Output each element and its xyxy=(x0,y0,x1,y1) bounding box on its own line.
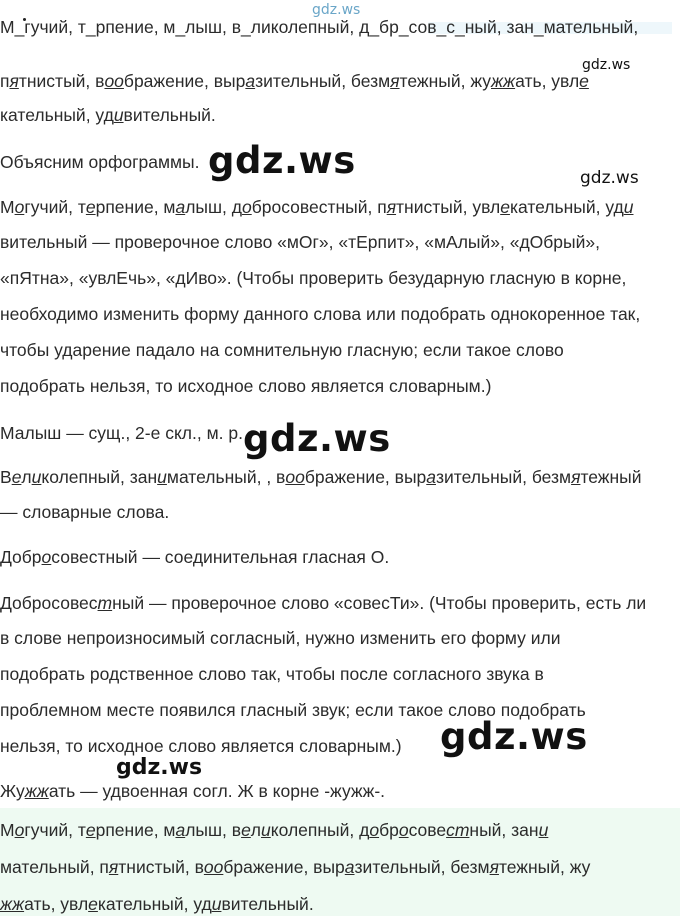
text-line xyxy=(0,780,385,802)
text-line xyxy=(0,546,389,568)
orthogram: а xyxy=(344,857,355,877)
orthogram: я xyxy=(386,197,397,217)
text-span: Жу xyxy=(0,781,25,801)
answer-line xyxy=(0,856,590,878)
text-line: в слове непроизносимый согласный, нужно изменить его форму или xyxy=(0,628,561,648)
text-line: подобрать нельзя, то исходное слово является словарным.) xyxy=(0,376,492,396)
text-span: лыш, в xyxy=(185,820,242,840)
text-span: рпение, м xyxy=(95,197,176,217)
text-span: бросовестный, п xyxy=(251,197,387,217)
orthogram: е xyxy=(85,197,96,217)
orthogram: и xyxy=(538,820,549,840)
orthogram: жж xyxy=(24,781,49,801)
text-span: сове xyxy=(408,820,447,840)
text-line: — словарные слова. xyxy=(0,502,170,522)
orthogram: е xyxy=(11,467,22,487)
text-span: п xyxy=(0,71,10,91)
text-span: мательный, п xyxy=(0,857,109,877)
text-line: Малыш — сущ., 2-е скл., м. р. xyxy=(0,423,243,443)
text-span: бражение, выр xyxy=(123,71,246,91)
orthogram: ст xyxy=(446,820,470,840)
text-line: нельзя, то исходное слово является словарным.) xyxy=(0,736,402,756)
orthogram: и xyxy=(623,197,634,217)
text-span: кательный, уд xyxy=(97,894,212,914)
text-span: зительный, безм xyxy=(354,857,490,877)
partial-top-line xyxy=(0,17,680,48)
orthogram: оо xyxy=(285,467,305,487)
orthogram: и xyxy=(211,894,222,914)
orthogram: и xyxy=(261,820,271,840)
orthogram: о xyxy=(14,820,25,840)
watermark-big: gdz.ws xyxy=(208,139,356,182)
text-span: мательный, , в xyxy=(166,467,286,487)
text-line: необходимо изменить форму данного слова или подобрать однокоренное так, xyxy=(0,304,641,324)
text-line xyxy=(0,466,642,488)
text-span: тнистый, увл xyxy=(396,197,501,217)
orthogram: т xyxy=(97,593,113,613)
text-line: «пЯтна», «увлЕчь», «дИво». (Чтобы проверить безударную гласную в корне, xyxy=(0,268,627,288)
text-span: Добр xyxy=(0,547,42,567)
text-span: тнистый, в xyxy=(18,71,105,91)
text-span: вительный. xyxy=(123,105,216,125)
text-span: ать, увл xyxy=(24,894,89,914)
text-span: кательный, уд xyxy=(509,197,624,217)
text-span: М xyxy=(0,197,15,217)
text-span: бр xyxy=(379,820,399,840)
orthogram: о xyxy=(398,820,409,840)
text-line xyxy=(0,196,633,218)
orthogram: е xyxy=(88,894,98,914)
text-line: подобрать родственное слово так, чтобы после согласного звука в xyxy=(0,664,544,684)
answer-line xyxy=(0,893,314,915)
text-line: проблемном месте появился гласный звук; если такое слово подобрать xyxy=(0,700,586,720)
text-line: чтобы ударение падало на сомнительную гласную; если такое слово xyxy=(0,340,564,360)
orthogram: е xyxy=(85,820,96,840)
orthogram: я xyxy=(489,857,499,877)
text-line xyxy=(0,104,216,126)
orthogram: я xyxy=(108,857,119,877)
text-span: зительный, безм xyxy=(436,467,572,487)
orthogram: я xyxy=(9,71,19,91)
watermark-mid: gdz.ws xyxy=(116,755,203,780)
text-span: рпение, м xyxy=(95,820,176,840)
text-span: вительный. xyxy=(221,894,314,914)
watermark-top: gdz.ws xyxy=(312,2,361,18)
text-span: совестный — соединительная гласная О. xyxy=(51,547,390,567)
orthogram: о xyxy=(41,547,52,567)
orthogram: оо xyxy=(104,71,124,91)
text-span: бражение, выр xyxy=(304,467,427,487)
text-span: л xyxy=(250,820,262,840)
orthogram: о xyxy=(369,820,380,840)
text-span: бражение, выр xyxy=(223,857,345,877)
watermark-small: gdz.ws xyxy=(582,57,631,73)
text-span: л xyxy=(21,467,32,487)
orthogram: а xyxy=(245,71,256,91)
text-span: тнистый, в xyxy=(118,857,204,877)
text-span: ать — удвоенная согл. Ж в корне -жужж-. xyxy=(48,781,386,801)
text-line xyxy=(0,592,646,614)
text-span: тежный, жу xyxy=(498,857,591,877)
text-span: колепный, д xyxy=(270,820,370,840)
answer-line xyxy=(0,819,548,841)
orthogram: о xyxy=(14,197,25,217)
text-span: М xyxy=(0,820,15,840)
text-span: гучий, т xyxy=(24,820,86,840)
orthogram: оо xyxy=(203,857,224,877)
orthogram: и xyxy=(157,467,167,487)
orthogram: и xyxy=(113,105,124,125)
text-line xyxy=(0,70,589,92)
text-span: ать, увл xyxy=(515,71,580,91)
orthogram: жж xyxy=(0,894,25,914)
text-span: В xyxy=(0,467,12,487)
text-span: гучий, т xyxy=(24,197,86,217)
partial-top-text: М_гучий, т_рпение, м_лыш, в_ликолепный, д_бр_сов_с_ный, зан_мательный, xyxy=(0,17,639,37)
orthogram: я xyxy=(571,467,581,487)
text-span: кательный, уд xyxy=(0,105,114,125)
text-span: ный, зан xyxy=(469,820,539,840)
watermark-small: gdz.ws xyxy=(580,168,639,188)
text-line: вительный — проверочное слово «мОг», «тЕрпит», «мАлый», «дОбрый», xyxy=(0,232,600,252)
orthogram: а xyxy=(175,820,186,840)
orthogram: е xyxy=(241,820,251,840)
orthogram: е xyxy=(500,197,510,217)
text-span: тежный xyxy=(580,467,642,487)
section-heading: Объясним орфограммы. xyxy=(0,152,200,172)
watermark-big: gdz.ws xyxy=(440,715,588,758)
orthogram: о xyxy=(241,197,252,217)
orthogram: а xyxy=(426,467,436,487)
text-span: тежный, жу xyxy=(399,71,491,91)
orthogram: я xyxy=(390,71,400,91)
text-span: зительный, безм xyxy=(255,71,391,91)
text-span: Добросовес xyxy=(0,593,98,613)
watermark-big: gdz.ws xyxy=(243,417,391,460)
orthogram: а xyxy=(175,197,186,217)
orthogram: и xyxy=(31,467,42,487)
text-span: ный — проверочное слово «совесТи». (Чтобы проверить, есть ли xyxy=(112,593,647,613)
orthogram: жж xyxy=(491,71,516,91)
text-span: лыш, д xyxy=(185,197,242,217)
orthogram: е xyxy=(579,71,589,91)
text-span: колепный, зан xyxy=(41,467,158,487)
